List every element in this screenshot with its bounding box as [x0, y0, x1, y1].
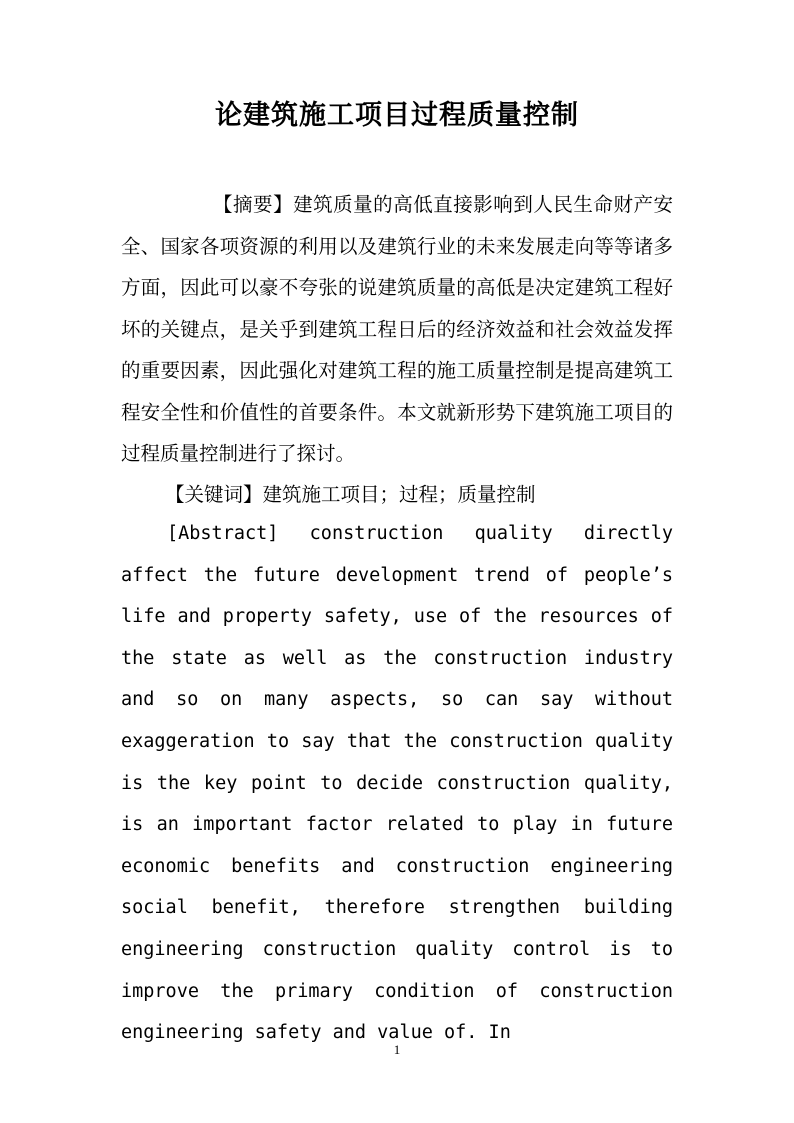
page-number: 1: [393, 1042, 401, 1057]
document-title: 论建筑施工项目过程质量控制: [215, 100, 579, 131]
abstract-chinese: 【摘要】建筑质量的高低直接影响到人民生命财产安全、国家各项资源的利用以及建筑行业的未来发展走向等等诸多方面，因此可以豪不夸张的说建筑质量的高低是决定建筑工程好坏的关键点，是关乎到建筑工程日后的经济效益和社会效益发挥的重要因素，因此强化对建筑工程的施工质量控制是提高建筑工程安全性和价值性的首要条件。本文就新形势下建筑施工项目的过程质量控制进行了探讨。: [121, 193, 673, 465]
keywords-chinese: 【关键词】建筑施工项目；过程；质量控制: [165, 483, 536, 506]
abstract-english: [Abstract] construction quality directly affect the future development trend of people’s life and property safety, use of the resources of the state as well as the construction industry and so on many aspects, so can say without exaggeration to say that the construction quality is the key point to decide construction quality, is an important factor related to play in future economic benefits and construction engineering social benefit, therefore strengthen building engineering construction quality control is to improve the primary condition of construction engineering safety and value of. In: [121, 523, 673, 1044]
